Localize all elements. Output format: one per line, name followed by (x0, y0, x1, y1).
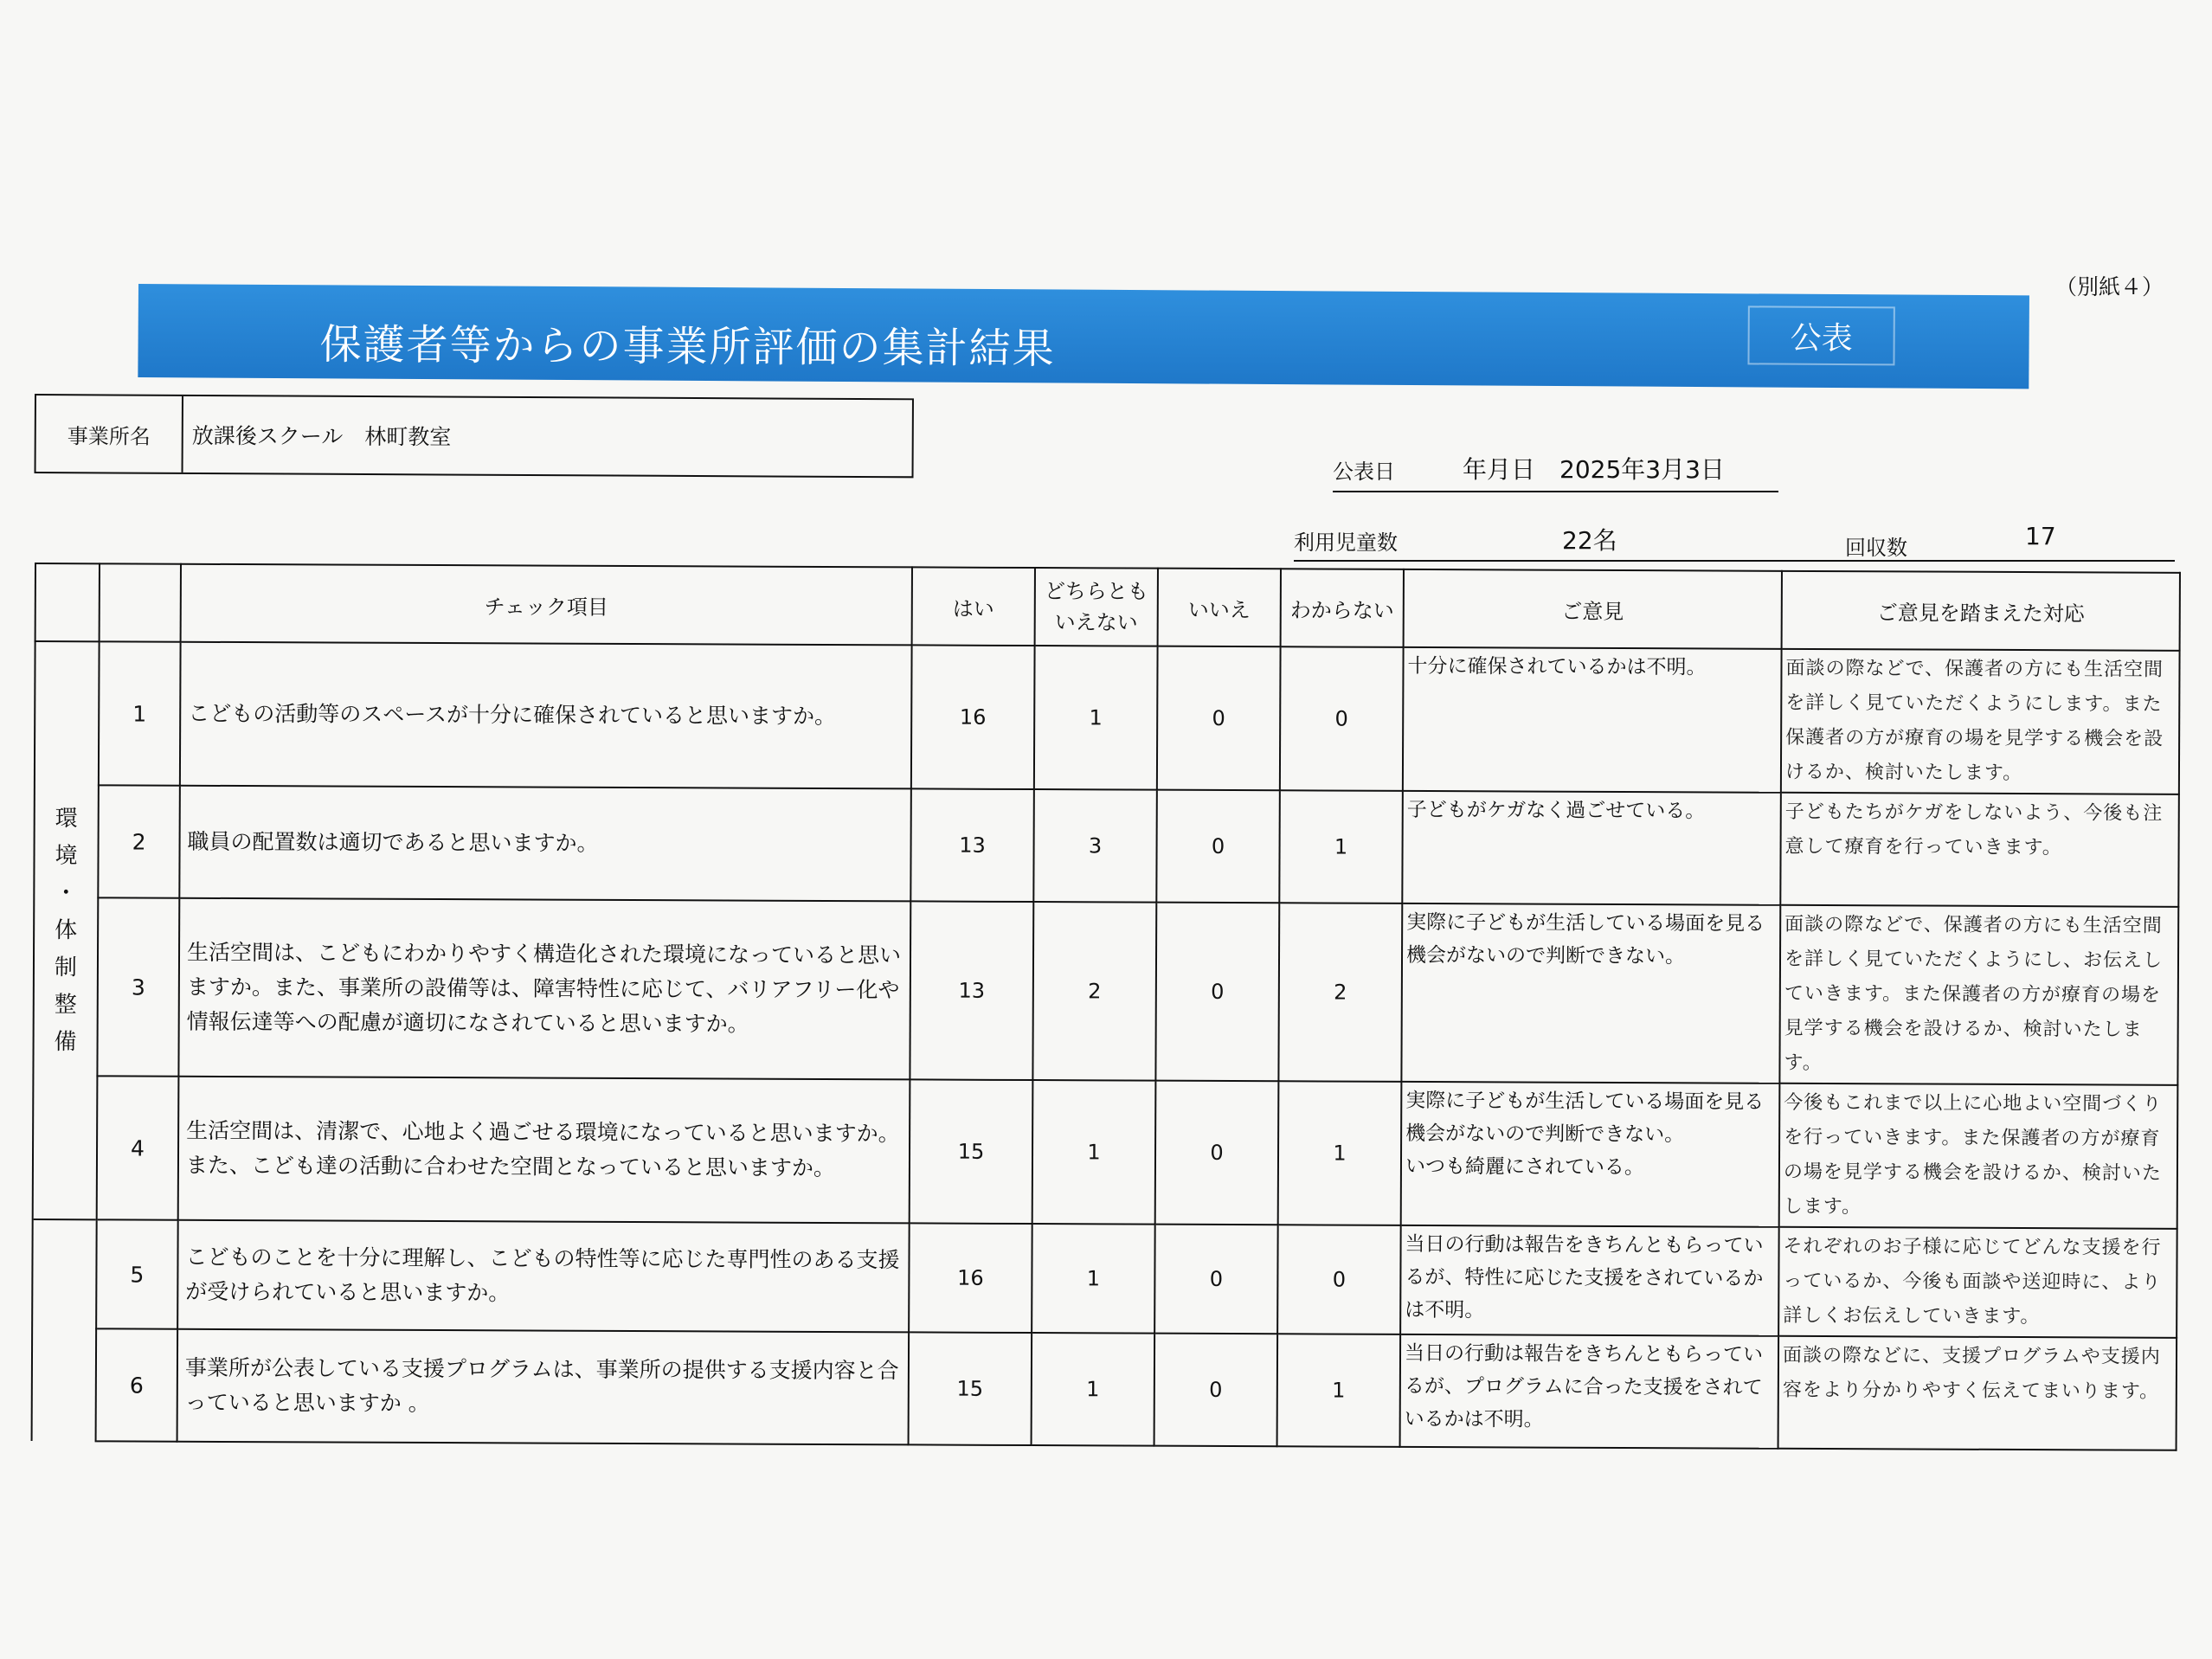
row-yes: 16 (911, 645, 1035, 789)
table-row (33, 897, 2178, 1085)
row-neither: 1 (1032, 1333, 1155, 1446)
row-neither: 3 (1033, 789, 1157, 903)
table-row (32, 1328, 2177, 1450)
row-yes: 16 (909, 1223, 1032, 1333)
row-question: こどもの活動等のスペースが十分に確保されていると思いますか。 (180, 642, 912, 789)
header-number (100, 563, 181, 641)
category-environment-label: 環 境 ・ 体 制 整 備 (54, 805, 78, 1055)
header-yes: はい (912, 567, 1035, 646)
row-yes: 13 (910, 901, 1033, 1080)
row-neither: 2 (1032, 902, 1156, 1081)
row-question: 職員の配置数は適切であると思いますか。 (179, 786, 911, 902)
row-unknown: 1 (1277, 1334, 1401, 1447)
row-yes: 15 (909, 1332, 1032, 1445)
row-response: それぞれのお子様に応じてどんな支援を行っているか、今後も面談や送迎時に、より詳しくお伝えしていきます。 (1778, 1227, 2177, 1338)
row-unknown: 0 (1280, 646, 1404, 791)
row-no: 0 (1156, 790, 1280, 903)
publish-date-value: 年月日 2025年3月3日 (1463, 455, 1725, 484)
table-header-row (35, 563, 2180, 651)
header-neither: どちらとも いえない (1035, 568, 1158, 646)
row-opinion: 子どもがケガなく過ごせている。 (1402, 791, 1781, 905)
row-no: 0 (1155, 903, 1279, 1082)
publish-date-row (1333, 454, 1778, 492)
row-response: 面談の際などに、支援プログラムや支援内容をより分かりやすく伝えてまいります。 (1778, 1336, 2177, 1450)
row-opinion: 当日の行動は報告をきちんともらっているが、プログラムに合った支援をされているかは不明。 (1400, 1334, 1779, 1449)
table-row (35, 641, 2180, 794)
row-question: 生活空間は、清潔で、心地よく過ごせる環境になっていると思いますか。また、こども達の活動に合わせた空間となっていると思いますか。 (178, 1077, 910, 1224)
row-question: 事業所が公表している支援プログラムは、事業所の提供する支援内容と合っていると思いますか 。 (177, 1329, 910, 1445)
row-unknown: 1 (1279, 790, 1403, 903)
row-question: 生活空間は、こどもにわかりやすく構造化された環境になっていると思いますか。また、事業所の設備等は、障害特性に応じて、バリアフリー化や情報伝達等への配慮が適切になされていると思いますか。 (178, 898, 910, 1080)
row-response: 今後もこれまで以上に心地よい空間づくりを行っていきます。また保護者の方が療育の場を見学する機会を設けるか、検討いたします。 (1779, 1083, 2178, 1229)
header-category (35, 563, 100, 641)
row-yes: 15 (910, 1079, 1033, 1224)
row-number: 2 (98, 785, 180, 897)
category-environment (33, 641, 100, 1219)
row-opinion: 当日の行動は報告をきちんともらっているが、特性に応じた支援をされているかは不明。 (1400, 1225, 1779, 1336)
annex-label: （別紙４） (2055, 274, 2164, 299)
row-no: 0 (1157, 646, 1281, 791)
table-row (33, 1076, 2178, 1229)
facility-box (35, 394, 914, 478)
row-no: 0 (1155, 1081, 1279, 1225)
row-unknown: 2 (1278, 903, 1402, 1082)
row-response: 子どもたちがケガをしないよう、今後も注意して療育を行っていきます。 (1780, 793, 2179, 907)
users-value: 22名 (1562, 526, 1617, 555)
row-opinion: 十分に確保されているかは不明。 (1403, 647, 1782, 793)
title-banner (138, 284, 2029, 389)
row-question: こどものことを十分に理解し、こどもの特性等に応じた専門性のある支援が受けられていると思いますか。 (177, 1220, 910, 1333)
publish-date-label: 公表日 (1333, 460, 1395, 484)
count-row (1294, 524, 2175, 562)
table-row (32, 1219, 2177, 1338)
row-number: 6 (96, 1328, 178, 1441)
page-title: 保護者等からの事業所評価の集計結果 (319, 320, 1056, 374)
facility-label: 事業所名 (36, 395, 183, 473)
users-label: 利用児童数 (1294, 530, 1398, 555)
header-no: いいえ (1158, 569, 1281, 647)
collected-value: 17 (2025, 522, 2056, 550)
evaluation-table-wrapper (31, 563, 2179, 1455)
collected-label: 回収数 (1845, 536, 1907, 560)
category-support (32, 1219, 97, 1441)
row-number: 5 (96, 1219, 178, 1328)
row-opinion: 実際に子どもが生活している場面を見る機会がないので判断できない。 いつも綺麗にされている。 (1401, 1082, 1780, 1227)
public-badge: 公表 (1747, 305, 1894, 365)
row-no: 0 (1154, 1225, 1278, 1334)
facility-value: 放課後スクール 林町教室 (191, 422, 452, 450)
row-opinion: 実際に子どもが生活している場面を見る機会がないので判断できない。 (1401, 903, 1780, 1083)
row-response: 面談の際などで、保護者の方にも生活空間を詳しく見ていただくようにし、お伝えしていきます。また保護者の方が療育の場を見学する機会を設けるか、検討いたします。 (1779, 905, 2178, 1085)
row-response: 面談の際などで、保護者の方にも生活空間を詳しく見ていただくようにします。また保護者の方が療育の場を見学する機会を設けるか、検討いたします。 (1781, 649, 2180, 794)
header-opinion: ご意見 (1404, 569, 1782, 649)
evaluation-table (31, 563, 2181, 1451)
header-unknown: わからない (1281, 569, 1404, 647)
row-number: 1 (99, 641, 181, 785)
row-neither: 1 (1032, 1224, 1155, 1334)
row-unknown: 0 (1277, 1225, 1401, 1334)
row-neither: 1 (1032, 1080, 1156, 1225)
row-neither: 1 (1034, 646, 1158, 790)
row-unknown: 1 (1278, 1081, 1402, 1225)
row-yes: 13 (910, 788, 1034, 902)
header-response: ご意見を踏まえた対応 (1782, 571, 2180, 651)
header-item: チェック項目 (181, 564, 912, 646)
row-number: 3 (97, 897, 179, 1076)
table-row (34, 785, 2179, 907)
row-number: 4 (97, 1076, 179, 1219)
row-no: 0 (1154, 1334, 1278, 1447)
